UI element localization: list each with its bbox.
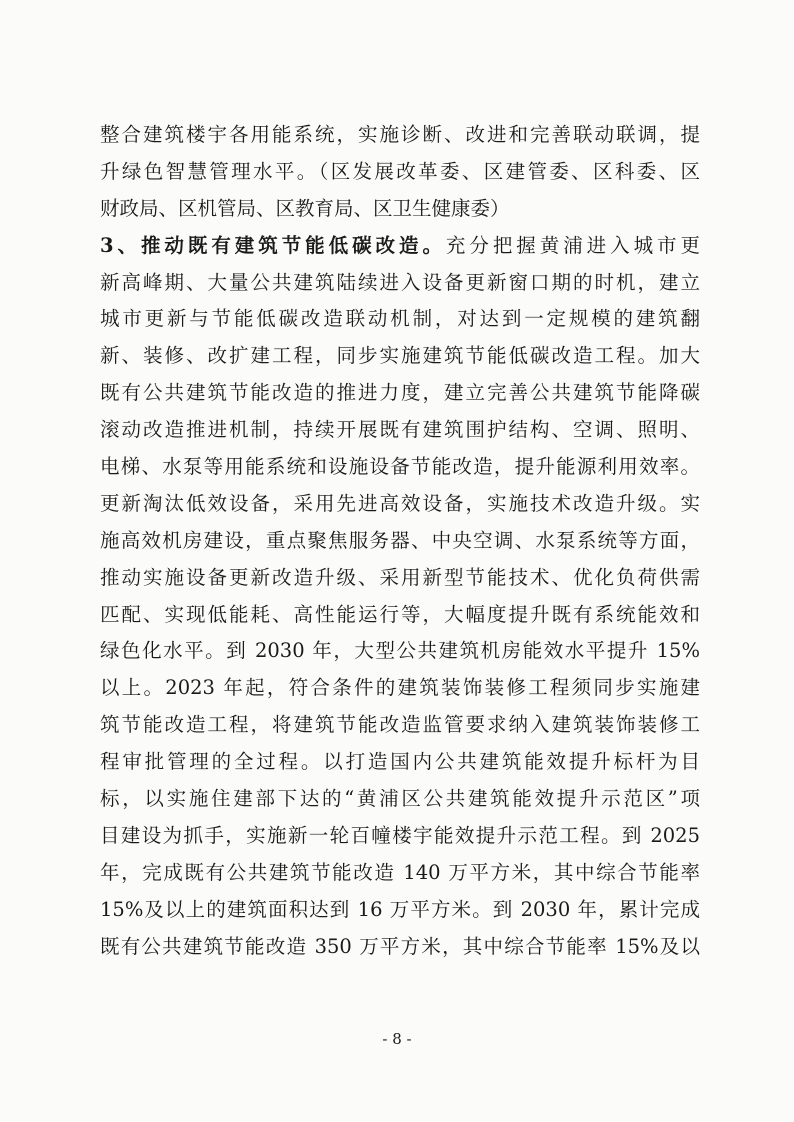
line-text: 既有公共建筑节能改造 350 万平方米，其中综合节能率 15%及以 [100, 934, 700, 958]
line-text: 推动实施设备更新改造升级、采用新型节能技术、优化负荷供需 [100, 565, 700, 589]
line-text: 匹配、实现低能耗、高性能运行等，大幅度提升既有系统能效和 [100, 602, 700, 626]
body-text [100, 117, 700, 965]
line-text: 标，以实施住建部下达的“黄浦区公共建筑能效提升示范区”项 [100, 787, 700, 811]
text-line [100, 781, 700, 818]
text-line [100, 560, 700, 597]
line-text: 更新淘汰低效设备，采用先进高效设备，实施技术改造升级。实 [100, 491, 700, 515]
text-line [100, 486, 700, 523]
text-line [100, 412, 700, 449]
text-line [100, 154, 700, 191]
text-line [100, 892, 700, 929]
line-text: 升绿色智慧管理水平。（区发展改革委、区建管委、区科委、区 [100, 159, 700, 183]
text-line [100, 375, 700, 412]
text-line [100, 301, 700, 338]
line-text: 电梯、水泵等用能系统和设施设备节能改造，提升能源利用效率。 [100, 455, 700, 479]
text-line [100, 633, 700, 670]
line-text: 目建设为抓手，实施新一轮百幢楼宇能效提升示范工程。到 2025 [100, 823, 700, 847]
text-line [100, 744, 700, 781]
line-text: 新高峰期、大量公共建筑陆续进入设备更新窗口期的时机，建立 [100, 270, 700, 294]
text-line [100, 597, 700, 634]
text-line [100, 338, 700, 375]
line-text: 15%及以上的建筑面积达到 16 万平方米。到 2030 年，累计完成 [100, 897, 700, 921]
line-text: 筑节能改造工程，将建筑节能改造监管要求纳入建筑装饰装修工 [100, 713, 700, 737]
line-text: 城市更新与节能低碳改造联动机制，对达到一定规模的建筑翻 [100, 307, 700, 331]
text-line [100, 670, 700, 707]
line-text: 以上。2023 年起，符合条件的建筑装饰装修工程须同步实施建 [100, 676, 700, 700]
line-text: 年，完成既有公共建筑节能改造 140 万平方米，其中综合节能率 [100, 860, 700, 884]
text-line [100, 449, 700, 486]
page-number: - 8 - [382, 1030, 412, 1048]
line-text: 既有公共建筑节能改造的推进力度，建立完善公共建筑节能降碳 [100, 381, 700, 405]
text-line [100, 523, 700, 560]
text-line [100, 855, 700, 892]
text-line [100, 929, 700, 966]
line-text: 整合建筑楼宇各用能系统，实施诊断、改进和完善联动联调，提 [100, 123, 700, 146]
text-line [100, 265, 700, 302]
line-text: 滚动改造推进机制，持续开展既有建筑围护结构、空调、照明、 [100, 418, 700, 442]
line-text: 程审批管理的全过程。以打造国内公共建筑能效提升标杆为目 [100, 750, 700, 774]
text-line [100, 191, 700, 228]
text-line [100, 228, 700, 265]
line-text: 新、装修、改扩建工程，同步实施建筑节能低碳改造工程。加大 [100, 344, 700, 368]
line-text: 充分把握黄浦进入城市更 [445, 233, 700, 257]
section-heading: 3、推动既有建筑节能低碳改造。 [100, 233, 446, 257]
line-text: 施高效机房建设，重点聚焦服务器、中央空调、水泵系统等方面， [100, 528, 700, 552]
text-line [100, 818, 700, 855]
text-line [100, 707, 700, 744]
line-text: 财政局、区机管局、区教育局、区卫生健康委） [100, 196, 510, 220]
line-text: 绿色化水平。到 2030 年，大型公共建筑机房能效水平提升 15% [100, 639, 700, 663]
text-line [100, 117, 700, 154]
